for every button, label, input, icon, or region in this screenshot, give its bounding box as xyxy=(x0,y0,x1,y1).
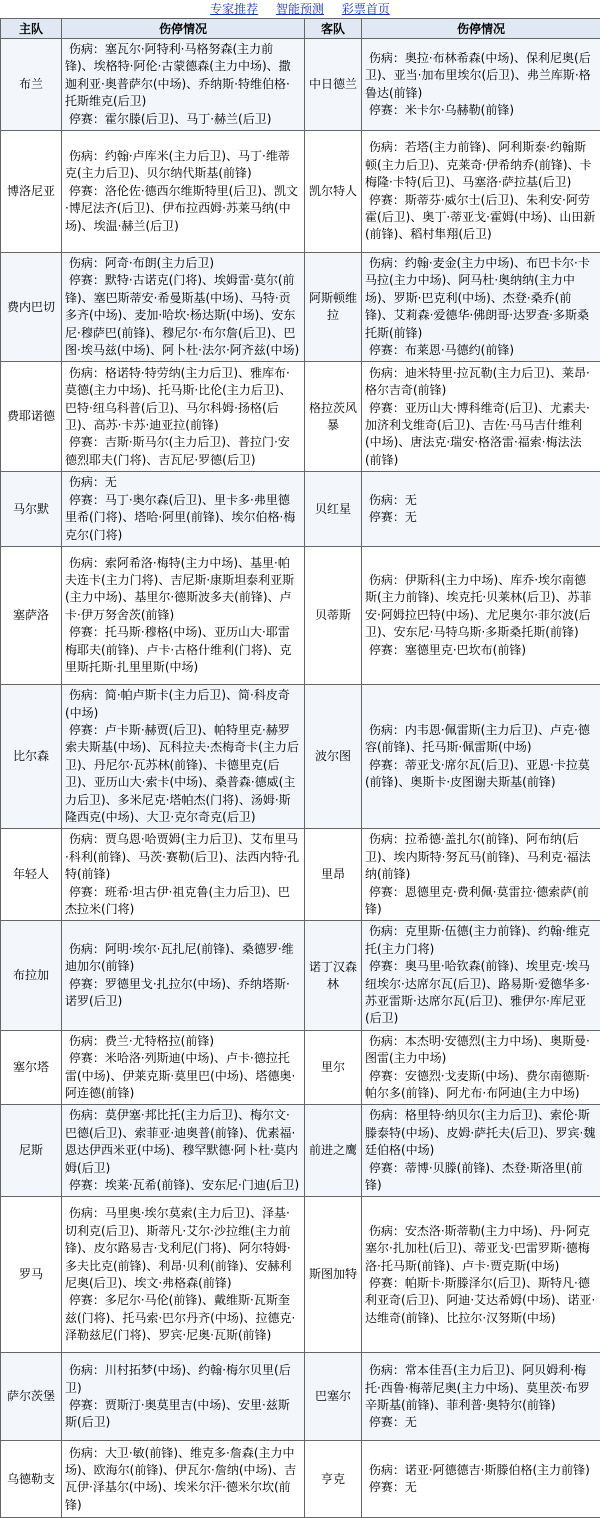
away-injury-info xyxy=(362,547,600,685)
status-text: 诺亚·阿德德吉·斯滕伯格(主力前锋) xyxy=(405,1463,590,1477)
status-label: 停赛： xyxy=(369,1160,405,1177)
table-row xyxy=(1,1030,600,1105)
away-injury-info xyxy=(362,472,600,547)
away-team: 凯尔特人 xyxy=(305,131,362,253)
away-injury-info xyxy=(362,253,600,362)
table-row xyxy=(1,472,600,547)
status-line xyxy=(65,41,301,111)
status-label: 伤病： xyxy=(369,1107,405,1124)
status-line xyxy=(65,148,301,183)
home-injury-info xyxy=(62,131,305,253)
home-injury-info xyxy=(62,685,305,829)
status-text: 布莱恩·马德约(前锋) xyxy=(405,343,514,357)
status-label: 伤病： xyxy=(369,50,405,67)
table-row xyxy=(1,131,600,253)
home-team: 布拉加 xyxy=(1,921,62,1030)
status-label: 伤病： xyxy=(369,1033,405,1050)
away-injury-info xyxy=(362,1353,600,1441)
status-line xyxy=(65,1362,301,1397)
away-team: 里尔 xyxy=(305,1030,362,1105)
home-team: 萨尔茨堡 xyxy=(1,1353,62,1441)
table-row xyxy=(1,921,600,1030)
table-row xyxy=(1,547,600,685)
status-text: 内韦恩·佩雷斯(主力后卫)、卢克·德容(前锋)、托马斯·佩雷斯(中场) xyxy=(365,723,590,754)
home-team: 布兰 xyxy=(1,39,62,131)
status-line xyxy=(65,1445,301,1515)
home-team: 比尔森 xyxy=(1,685,62,829)
status-line xyxy=(65,941,301,976)
status-line xyxy=(365,1160,597,1195)
status-text: 蒂博·贝滕(前锋)、杰登·斯洛里(前锋) xyxy=(365,1161,583,1192)
home-team: 马尔默 xyxy=(1,472,62,547)
away-team: 中日德兰 xyxy=(305,39,362,131)
status-text: 无 xyxy=(405,510,417,524)
status-label: 停赛： xyxy=(69,1050,105,1067)
away-injury-info xyxy=(362,362,600,472)
home-team: 博洛尼亚 xyxy=(1,131,62,253)
status-label: 停赛： xyxy=(69,624,105,641)
table-row xyxy=(1,39,600,131)
status-label: 伤病： xyxy=(369,1462,405,1479)
status-text: 索阿希洛·梅特(主力中场)、基里·帕夫连卡(主力门将)、吉尼斯·康斯坦泰利亚斯(主力中场)、基里尔·德斯波多夫(前锋)、卢卡·伊万努舍茨(前锋) xyxy=(65,556,294,622)
home-team: 费内巴切 xyxy=(1,253,62,362)
status-text: 迪米特里·拉瓦勒(主力后卫)、莱昂·格尔吉奇(前锋) xyxy=(365,366,590,397)
away-team: 亨克 xyxy=(305,1441,362,1518)
status-line xyxy=(365,958,597,1028)
away-injury-info xyxy=(362,1105,600,1197)
status-line xyxy=(65,1292,301,1344)
status-label: 伤病： xyxy=(69,255,105,272)
home-team: 年轻人 xyxy=(1,829,62,921)
status-line xyxy=(65,1397,301,1432)
status-line xyxy=(65,365,301,435)
status-label: 伤病： xyxy=(369,1223,405,1240)
away-injury-info xyxy=(362,39,600,131)
home-injury-info xyxy=(62,39,305,131)
home-injury-info xyxy=(62,829,305,921)
home-team: 塞萨洛 xyxy=(1,547,62,685)
away-team: 阿斯顿维拉 xyxy=(305,253,362,362)
status-line xyxy=(365,1033,597,1068)
away-team: 贝红星 xyxy=(305,472,362,547)
away-team: 里昂 xyxy=(305,829,362,921)
status-label: 伤病： xyxy=(69,555,105,572)
status-label: 停赛： xyxy=(69,183,105,200)
status-text: 莫伊塞·邦比托(主力后卫)、梅尔文·巴德(后卫)、索菲亚·迪奥普(前锋)、优素福·恩达伊西米亚(中场)、穆罕默德·阿卜杜·莫内姆(后卫) xyxy=(65,1108,298,1174)
home-injury-info xyxy=(62,1105,305,1197)
status-text: 无 xyxy=(405,1480,417,1494)
home-injury-info xyxy=(62,547,305,685)
status-label: 停赛： xyxy=(69,1292,105,1309)
status-text: 安杰洛·斯蒂勒(主力中场)、丹·阿克塞尔·扎加杜(后卫)、蒂亚戈·巴雷罗斯·德梅洛·托马斯(前锋)、卢卡·贾克斯(中场) xyxy=(365,1224,590,1273)
table-row xyxy=(1,1441,600,1518)
status-text: 罗德里戈·扎拉尔(中场)、乔纳塔斯·诺罗(后卫) xyxy=(65,977,290,1008)
status-label: 停赛： xyxy=(69,272,105,289)
home-injury-info xyxy=(62,921,305,1030)
status-text: 霍尔滕(后卫)、马丁·赫兰(后卫) xyxy=(105,112,272,126)
status-text: 亚历山大·博科维奇(后卫)、尤素夫·加济利戈维奇(后卫)、吉佐·马马吉什维利(中场)、唐法克·瑞安·格洛雷·福索·梅法法(前锋) xyxy=(365,401,590,467)
status-text: 格诺特·特劳纳(主力后卫)、雅库布·莫德(主力中场)、托马斯·比伦(主力后卫)、巴特·纽乌科普(后卫)、马尔科姆·扬格(后卫)、高苏·卡苏·迪亚拉(前锋) xyxy=(65,366,292,432)
status-line xyxy=(365,572,597,642)
home-injury-info xyxy=(62,1353,305,1441)
header-home: 主队 xyxy=(1,19,62,39)
status-text: 伊斯科(主力中场)、库乔·埃尔南德斯(主力前锋)、埃克托·贝莱林(后卫)、苏菲安·阿姆拉巴特(中场)、尤尼奥尔·菲尔波(后卫)、安东尼·马特乌斯·多斯桑托斯(前锋) xyxy=(365,573,592,639)
away-injury-info xyxy=(362,829,600,921)
status-label: 伤病： xyxy=(69,831,105,848)
status-line xyxy=(365,722,597,757)
status-line xyxy=(365,102,597,119)
status-text: 帕斯卡·斯滕泽尔(后卫)、斯特凡·德利亚奇(后卫)、阿迪·艾达希姆(中场)、诺亚·达维奇(前锋)、比拉尔·汉努斯(中场) xyxy=(365,1276,595,1325)
status-label: 伤病： xyxy=(69,41,105,58)
status-line xyxy=(65,183,301,235)
status-label: 伤病： xyxy=(69,1205,105,1222)
status-line xyxy=(65,434,301,469)
status-text: 斯蒂芬·威尔士(后卫)、朱利安·阿劳霍(后卫)、奥丁·蒂亚戈·霍姆(中场)、山田新(前锋)、稻村隼翔(后卫) xyxy=(365,193,595,242)
status-text: 班希·坦古伊·祖克鲁(主力后卫)、巴杰拉米(门将) xyxy=(65,885,290,916)
away-injury-info xyxy=(362,131,600,253)
away-team: 巴塞尔 xyxy=(305,1353,362,1441)
home-team: 塞尔塔 xyxy=(1,1030,62,1105)
status-text: 贾乌恩·哈贾姆(主力后卫)、艾布里马·科利(前锋)、马茨·赛勒(后卫)、法西内特·孔特(前锋) xyxy=(65,832,299,881)
status-text: 吉斯·斯马尔(主力后卫)、普拉门·安德烈耶夫(门将)、吉瓦尼·罗德(后卫) xyxy=(65,435,290,466)
status-label: 停赛： xyxy=(369,1479,405,1496)
table-row xyxy=(1,1105,600,1197)
status-label: 伤病： xyxy=(369,365,405,382)
header-home-info: 伤停情况 xyxy=(62,19,305,39)
home-injury-info xyxy=(62,362,305,472)
status-label: 停赛： xyxy=(69,492,105,509)
top-nav xyxy=(0,0,600,18)
table-row xyxy=(1,1353,600,1441)
status-text: 无 xyxy=(405,493,417,507)
status-line xyxy=(65,1033,301,1050)
status-text: 安德烈·戈麦斯(中场)、费尔南德斯·帕尔多(前锋)、阿尤布·布阿迪(主力中场) xyxy=(365,1069,590,1100)
table-body xyxy=(1,39,600,1518)
status-label: 停赛： xyxy=(369,884,405,901)
status-label: 停赛： xyxy=(69,722,105,739)
table-header-row xyxy=(1,19,600,39)
status-line xyxy=(365,365,597,400)
status-text: 马丁·奥尔森(后卫)、里卡多·弗里德里希(门将)、塔哈·阿里(前锋)、埃尔伯格·梅克尔(门将) xyxy=(65,493,295,542)
status-line xyxy=(65,1177,301,1194)
status-text: 卢卡斯·赫贾(后卫)、帕特里克·赫罗索夫斯基(中场)、瓦科拉夫·杰梅奇卡(主力后卫)、丹尼尔·瓦苏林(前锋)、卡德里克(后卫)、亚历山大·索卡(中场)、桑普森·德威(主力后卫)、多米尼克·塔帕杰(门将)、汤姆·斯隆西克(中场)、大卫·克尔奇克(后卫) xyxy=(65,723,299,824)
status-label: 伤病： xyxy=(369,831,405,848)
status-label: 停赛： xyxy=(369,757,405,774)
away-team: 波尔图 xyxy=(305,685,362,829)
status-label: 停赛： xyxy=(369,192,405,209)
home-injury-info xyxy=(62,253,305,362)
status-text: 奥马里·哈钦森(前锋)、埃里克·埃马纽埃尔·达席尔瓦(后卫)、路易斯·爱德华多·苏亚雷斯·达席尔瓦(后卫)、雅伊尔·库尼亚(后卫) xyxy=(365,959,590,1025)
status-line xyxy=(365,492,597,509)
home-injury-info xyxy=(62,1030,305,1105)
status-label: 停赛： xyxy=(369,1275,405,1292)
away-team: 诺丁汉森林 xyxy=(305,921,362,1030)
status-label: 伤病： xyxy=(69,148,105,165)
status-line xyxy=(65,474,301,491)
status-line xyxy=(65,884,301,919)
status-text: 塞德里克·巴坎布(前锋) xyxy=(405,643,526,657)
status-line xyxy=(365,1479,597,1496)
status-line xyxy=(365,1362,597,1414)
status-text: 蒂亚戈·席尔瓦(后卫)、亚恩·卡拉莫(前锋)、奥斯卡·皮图谢夫斯基(前锋) xyxy=(365,758,590,789)
table-row xyxy=(1,1197,600,1353)
status-label: 停赛： xyxy=(69,976,105,993)
status-text: 埃莱·瓦希(前锋)、安东尼·门迪(后卫) xyxy=(105,1178,299,1192)
status-line xyxy=(365,884,597,919)
status-line xyxy=(65,831,301,883)
status-text: 格里特·纳贝尔(主力后卫)、索伦·斯滕泰特(中场)、皮姆·萨托夫(后卫)、罗宾·魏廷伯格(中场) xyxy=(365,1108,595,1157)
table-row xyxy=(1,362,600,472)
home-injury-info xyxy=(62,1197,305,1353)
injury-table xyxy=(0,18,600,1518)
status-line xyxy=(365,757,597,792)
status-text: 奥拉·布林希森(中场)、保利尼奥(后卫)、亚当·加布里埃尔(后卫)、弗兰库斯·格鲁达(前锋) xyxy=(365,51,591,100)
away-injury-info xyxy=(362,1441,600,1518)
away-team: 贝蒂斯 xyxy=(305,547,362,685)
home-team: 乌德勒支 xyxy=(1,1441,62,1518)
status-text: 费兰·尤特格拉(前锋) xyxy=(105,1034,214,1048)
home-injury-info xyxy=(62,472,305,547)
status-label: 伤病： xyxy=(69,1362,105,1379)
status-label: 伤病： xyxy=(69,1445,105,1462)
status-line xyxy=(65,492,301,544)
status-text: 本杰明·安德烈(主力中场)、奥斯曼·图雷(主力中场) xyxy=(365,1034,590,1065)
nav-link-prediction[interactable]: 智能预测 xyxy=(276,2,324,16)
table-row xyxy=(1,253,600,362)
away-injury-info xyxy=(362,1030,600,1105)
status-line xyxy=(65,1107,301,1177)
status-label: 停赛： xyxy=(69,111,105,128)
status-label: 停赛： xyxy=(69,1397,105,1414)
status-text: 大卫·敏(前锋)、维克多·詹森(主力中场)、欧海尔(前锋)、伊瓦尔·詹纳(中场)、吉瓦伊·泽基尔(中场)、埃米尔汗·德米尔坎(前锋) xyxy=(65,1446,296,1512)
status-text: 约翰·麦金(主力中场)、布巴卡尔·卡马拉(主力中场)、阿马杜·奥纳纳(主力中场)、罗斯·巴克利(中场)、杰登·桑乔(前锋)、艾莉森·爱德华·佛朗哥·达罗查·多斯桑托斯(前锋) xyxy=(365,256,590,340)
status-text: 简·帕卢斯卡(主力后卫)、简·科皮奇(中场) xyxy=(65,688,290,719)
status-text: 拉希德·盖扎尔(前锋)、阿布纳(后卫)、埃内斯特·努瓦马(前锋)、马利克·福法纳(前锋) xyxy=(365,832,591,881)
status-label: 伤病： xyxy=(69,474,105,491)
status-text: 若塔(主力前锋)、阿利斯泰·约翰斯顿(主力后卫)、克莱奇·伊希纳乔(前锋)、卡梅隆·卡特(后卫)、马塞洛·萨拉基(后卫) xyxy=(365,140,592,189)
status-line xyxy=(65,272,301,359)
status-text: 洛伦佐·德西尔维斯特里(后卫)、凯文·博尼法齐(后卫)、伊布拉西姆·苏莱马纳(中场)、埃温·赫兰(后卫) xyxy=(65,184,298,233)
header-away: 客队 xyxy=(305,19,362,39)
status-label: 停赛： xyxy=(369,1414,405,1431)
status-line xyxy=(65,555,301,625)
status-line xyxy=(65,1050,301,1102)
status-line xyxy=(365,1107,597,1159)
status-line xyxy=(365,923,597,958)
status-label: 伤病： xyxy=(369,572,405,589)
status-text: 阿奇·布朗(主力后卫) xyxy=(105,256,214,270)
status-label: 停赛： xyxy=(369,958,405,975)
status-label: 停赛： xyxy=(369,1068,405,1085)
status-label: 伤病： xyxy=(69,941,105,958)
home-team: 罗马 xyxy=(1,1197,62,1353)
header-away-info: 伤停情况 xyxy=(362,19,600,39)
status-line xyxy=(65,687,301,722)
status-text: 米卡尔·乌赫勒(前锋) xyxy=(405,103,514,117)
status-label: 停赛： xyxy=(369,642,405,659)
status-label: 伤病： xyxy=(69,1033,105,1050)
status-label: 伤病： xyxy=(69,1107,105,1124)
status-text: 米哈洛·列斯迪(中场)、卢卡·德拉托雷(中场)、伊莱克斯·莫里巴(中场)、塔德奥·阿连德(前锋) xyxy=(65,1051,295,1100)
status-label: 停赛： xyxy=(69,884,105,901)
status-label: 伤病： xyxy=(369,1362,405,1379)
status-text: 常本佳吾(主力后卫)、阿贝姆利·梅托·西鲁·梅蒂尼奥(主力中场)、莫里茨·布罗辛斯基(前锋)、菲利普·奥特尔(前锋) xyxy=(365,1363,590,1412)
status-label: 停赛： xyxy=(369,400,405,417)
status-text: 恩德里克·费利佩·莫雷拉·德索萨(前锋) xyxy=(365,885,589,916)
status-text: 川村拓梦(中场)、约翰·梅尔贝里(后卫) xyxy=(65,1363,291,1394)
status-label: 伤病： xyxy=(369,923,405,940)
away-team: 前进之鹰 xyxy=(305,1105,362,1197)
table-row xyxy=(1,685,600,829)
away-team: 格拉茨风暴 xyxy=(305,362,362,472)
table-row xyxy=(1,829,600,921)
status-label: 伤病： xyxy=(369,492,405,509)
status-text: 约翰·卢库米(主力后卫)、马丁·维蒂克(主力后卫)、贝尔纳代斯基(前锋) xyxy=(65,149,290,180)
away-team: 斯图加特 xyxy=(305,1197,362,1353)
status-line xyxy=(365,192,597,244)
status-label: 停赛： xyxy=(369,102,405,119)
nav-link-lottery-home[interactable]: 彩票首页 xyxy=(342,2,390,16)
status-line xyxy=(65,722,301,826)
status-line xyxy=(365,1223,597,1275)
status-text: 克里斯·伍德(主力前锋)、约翰·维克托(主力门将) xyxy=(365,924,590,955)
status-label: 停赛： xyxy=(369,509,405,526)
status-line xyxy=(365,509,597,526)
status-text: 贾斯汀·奥莫里吉(中场)、安里·兹斯斯(后卫) xyxy=(65,1398,290,1429)
status-line xyxy=(365,1414,597,1431)
status-label: 伤病： xyxy=(69,365,105,382)
status-line xyxy=(365,139,597,191)
away-injury-info xyxy=(362,1197,600,1353)
status-label: 伤病： xyxy=(369,139,405,156)
status-line xyxy=(65,624,301,676)
home-team: 费耶诺德 xyxy=(1,362,62,472)
status-line xyxy=(365,1068,597,1103)
status-label: 停赛： xyxy=(369,342,405,359)
status-text: 阿明·埃尔·瓦扎尼(前锋)、桑德罗·维迪加尔(前锋) xyxy=(65,942,294,973)
away-injury-info xyxy=(362,685,600,829)
status-label: 停赛： xyxy=(69,434,105,451)
status-text: 马里奥·埃尔莫索(主力后卫)、泽基·切利克(后卫)、斯蒂凡·艾尔·沙拉维(主力前锋)、皮尔路易吉·戈利尼(门将)、阿尔特姆·多夫比克(前锋)、利昂·贝利(前锋)、安赫利尼奥(后卫)、埃文·弗格森(前锋) xyxy=(65,1206,292,1290)
status-line xyxy=(365,1275,597,1327)
status-text: 无 xyxy=(405,1415,417,1429)
status-line xyxy=(365,400,597,470)
status-line xyxy=(365,642,597,659)
status-label: 伤病： xyxy=(369,255,405,272)
status-line xyxy=(365,50,597,102)
away-injury-info xyxy=(362,921,600,1030)
status-line xyxy=(365,831,597,883)
status-line xyxy=(65,976,301,1011)
home-injury-info xyxy=(62,1441,305,1518)
status-line xyxy=(365,342,597,359)
status-line xyxy=(65,1205,301,1292)
status-text: 塞瓦尔·阿特利·马格努森(主力前锋)、埃格特·阿伦·古蒙德森(主力中场)、撒迦利亚·奥普萨尔(中场)、乔纳斯·特维伯格·托斯维克(后卫) xyxy=(65,42,291,108)
status-line xyxy=(65,111,301,128)
status-label: 停赛： xyxy=(69,1177,105,1194)
home-team: 尼斯 xyxy=(1,1105,62,1197)
status-line xyxy=(365,255,597,342)
status-text: 默特·古诺克(门将)、埃姆雷·莫尔(前锋)、塞巴斯蒂安·希曼斯基(中场)、马特·贡多齐(中场)、麦加·哈坎·杨达斯(中场)、安东尼·穆萨巴(前锋)、穆尼尔·布尔詹(后卫)、巴图·埃马兹(中场)、阿卜杜·法尔·阿齐兹(中场) xyxy=(65,273,299,357)
nav-link-expert[interactable]: 专家推荐 xyxy=(210,2,258,16)
status-label: 伤病： xyxy=(369,722,405,739)
status-line xyxy=(65,255,301,272)
status-text: 托马斯·穆格(中场)、亚历山大·耶雷梅耶夫(前锋)、卢卡·古格什维利(门将)、克里斯托斯·扎里里斯(中场) xyxy=(65,625,292,674)
status-text: 无 xyxy=(105,475,117,489)
status-label: 伤病： xyxy=(69,687,105,704)
status-text: 多尼尔·马伦(前锋)、戴维斯·瓦斯奎兹(门将)、托马索·巴尔丹齐(中场)、拉德克·泽勒兹尼(门将)、罗宾·尼奥·瓦斯(前锋) xyxy=(65,1293,295,1342)
